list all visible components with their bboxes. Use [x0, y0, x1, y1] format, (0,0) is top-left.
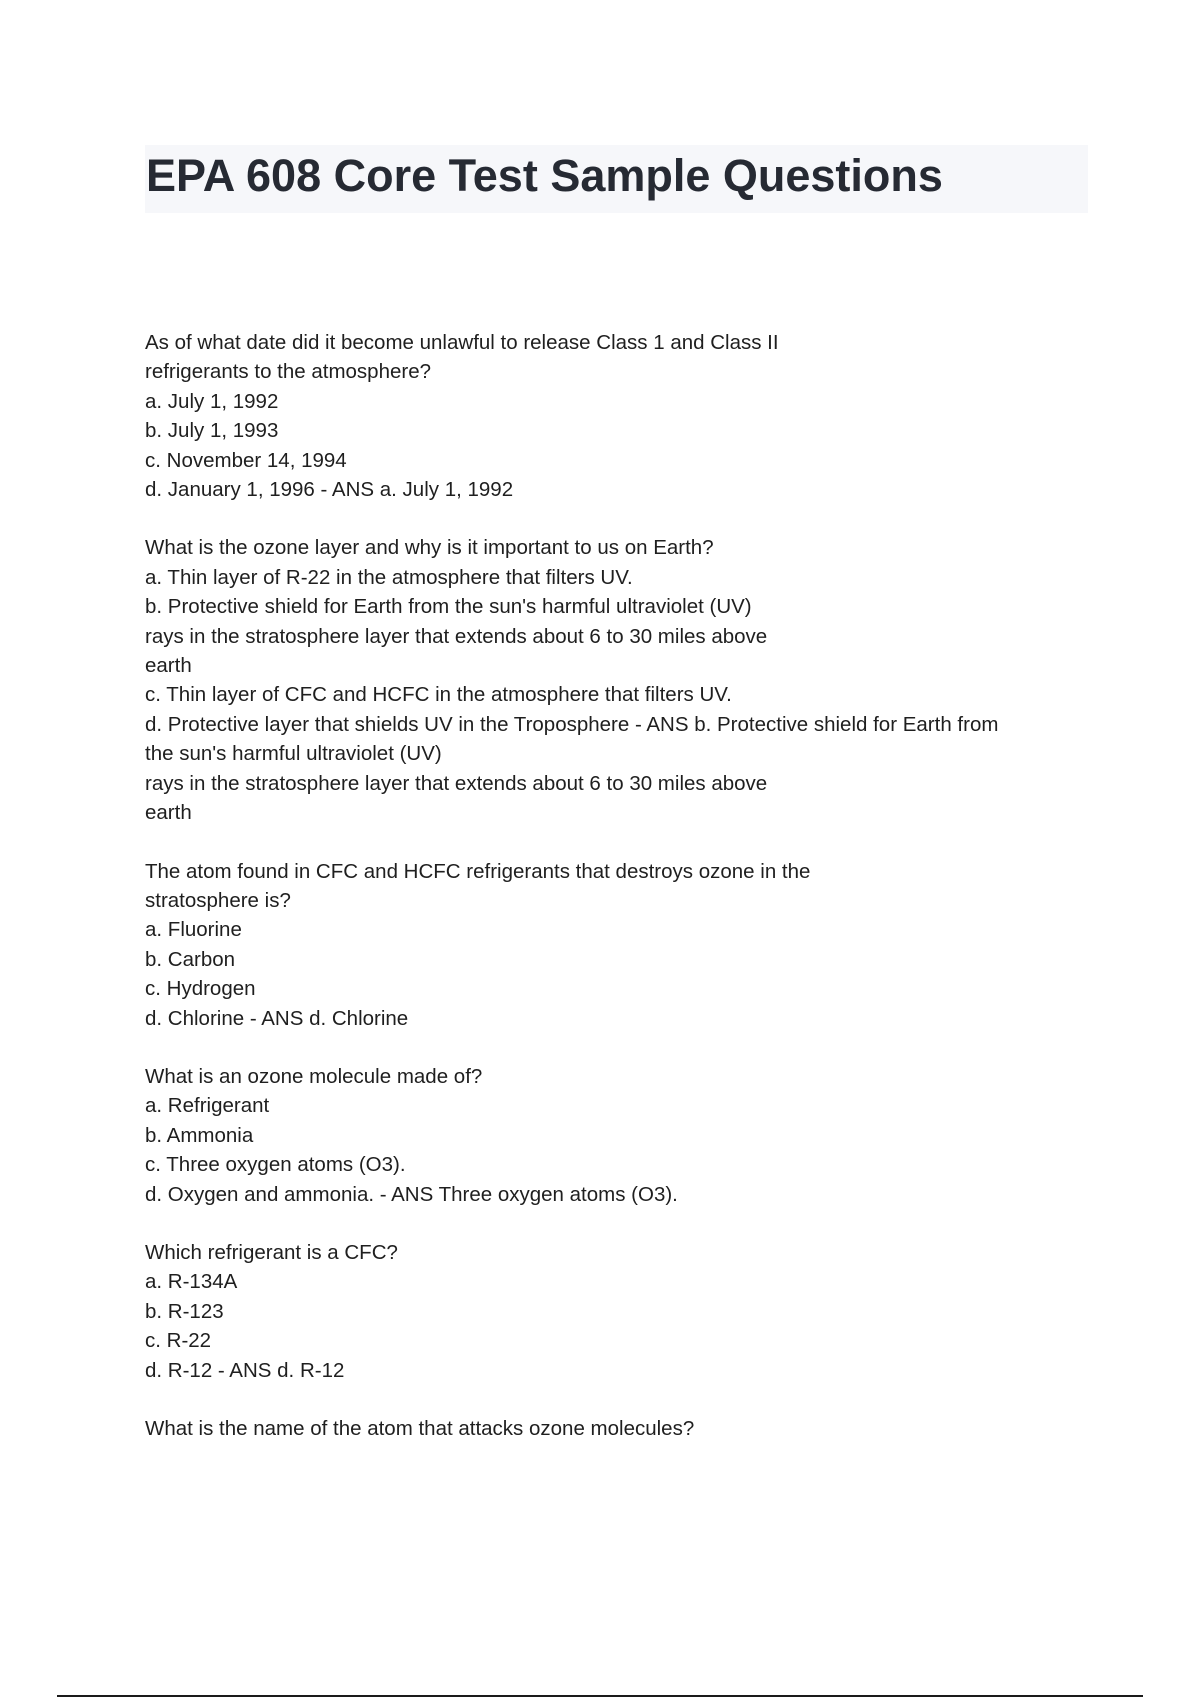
question-line: b. Carbon — [145, 947, 236, 971]
question-block — [145, 857, 1095, 1033]
question-line: d. Protective layer that shields UV in the Troposphere - ANS b. Protective shield for Earth from — [145, 712, 999, 736]
question-block — [145, 1414, 1095, 1443]
question-text: What is the name of the atom that attacks ozone molecules? — [145, 1417, 695, 1440]
question-line: refrigerants to the atmosphere? — [145, 360, 432, 384]
question-line: d. R-12 - ANS d. R-12 — [145, 1358, 345, 1382]
question-text: The atom found in CFC and HCFC refrigerants that destroys ozone in the — [145, 859, 811, 883]
question-line: a. Fluorine — [145, 918, 242, 942]
question-line: b. R-123 — [145, 1299, 224, 1323]
question-line: d. Oxygen and ammonia. - ANS Three oxygen atoms (O3). — [145, 1182, 678, 1206]
question-line: b. July 1, 1993 — [145, 419, 279, 443]
question-line: earth — [145, 801, 192, 825]
question-block — [145, 1238, 1095, 1385]
question-line: a. Thin layer of R-22 in the atmosphere that filters UV. — [145, 565, 633, 589]
question-line: b. Protective shield for Earth from the sun's harmful ultraviolet (UV) — [145, 595, 752, 619]
question-block — [145, 533, 1095, 827]
question-block — [145, 1062, 1095, 1209]
bottom-divider — [57, 1695, 1143, 1697]
question-list — [145, 328, 1095, 1472]
question-text: What is an ozone molecule made of? — [145, 1064, 483, 1088]
question-line: a. Refrigerant — [145, 1094, 270, 1118]
question-line: earth — [145, 654, 192, 678]
question-line: d. January 1, 1996 - ANS a. July 1, 1992 — [145, 478, 514, 502]
question-line: c. R-22 — [145, 1329, 212, 1353]
question-line: a. July 1, 1992 — [145, 389, 279, 413]
question-text: As of what date did it become unlawful to release Class 1 and Class II — [145, 331, 779, 354]
question-block — [145, 328, 1095, 504]
question-line: d. Chlorine - ANS d. Chlorine — [145, 1006, 409, 1030]
question-text: Which refrigerant is a CFC? — [145, 1240, 398, 1264]
question-text: What is the ozone layer and why is it important to us on Earth? — [145, 536, 714, 560]
question-line: c. Thin layer of CFC and HCFC in the atmosphere that filters UV. — [145, 683, 732, 707]
question-line: c. November 14, 1994 — [145, 448, 347, 472]
question-line: b. Ammonia — [145, 1123, 254, 1147]
question-line: the sun's harmful ultraviolet (UV) — [145, 742, 442, 766]
question-line: rays in the stratosphere layer that extends about 6 to 30 miles above — [145, 624, 768, 648]
question-line: c. Hydrogen — [145, 977, 256, 1001]
question-line: a. R-134A — [145, 1270, 238, 1294]
question-line: rays in the stratosphere layer that extends about 6 to 30 miles above — [145, 771, 768, 795]
question-line: c. Three oxygen atoms (O3). — [145, 1153, 406, 1177]
question-line: stratosphere is? — [145, 888, 291, 912]
page-title: EPA 608 Core Test Sample Questions — [146, 150, 943, 201]
